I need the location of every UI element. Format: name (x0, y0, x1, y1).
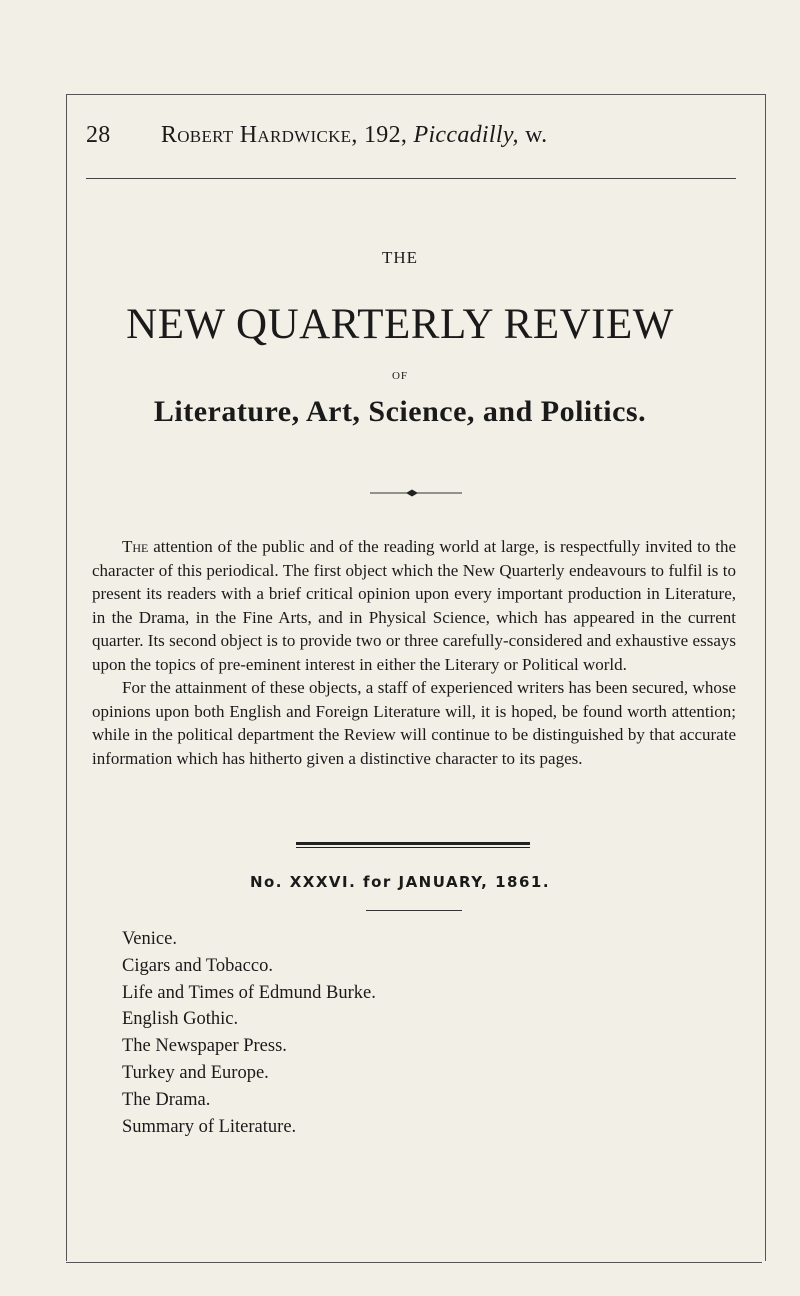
header-rule (86, 178, 736, 179)
paragraph-1 (92, 535, 736, 676)
list-item: Turkey and Europe. (122, 1062, 269, 1083)
list-item: Life and Times of Edmund Burke. (122, 982, 376, 1003)
list-item: Cigars and Tobacco. (122, 955, 273, 976)
publisher-name: Robert Hardwicke, (160, 122, 358, 148)
page-title: NEW QUARTERLY REVIEW (126, 301, 674, 348)
double-rule (296, 842, 530, 848)
publisher-address: 192, (363, 122, 408, 148)
running-header (86, 122, 736, 149)
list-item: Venice. (122, 929, 177, 949)
issue-label: No. XXXVI. for JANUARY, 1861. (249, 873, 551, 891)
publisher-district: w. (525, 122, 548, 148)
list-item: The Newspaper Press. (122, 1036, 287, 1057)
contents-list (122, 926, 376, 1140)
title-of: OF (391, 370, 409, 382)
bottom-rule (66, 1262, 762, 1263)
list-item: English Gothic. (122, 1009, 239, 1030)
subtitle: Literature, Art, Science, and Politics. (153, 395, 647, 428)
publisher-street: Piccadilly, (413, 122, 519, 148)
page-number: 28 (86, 122, 111, 148)
list-item: Summary of Literature. (122, 1116, 297, 1137)
lead-word: The (122, 537, 149, 556)
body-text (92, 535, 736, 770)
list-item: The Drama. (122, 1089, 211, 1110)
paragraph-2: For the attainment of these objects, a staff of experienced writers has been secured, whose opinions upon both English and Foreign Literature will, it is hoped, be found worth attention; while in the political department the Review will continue to be distinguished by that accurate information which has hitherto given a distinctive character to its pages. (92, 678, 736, 768)
title-the: THE (381, 248, 419, 267)
ornament-divider (370, 488, 462, 498)
paragraph-1-text: attention of the public and of the reading world at large, is respectfully invited to the character of this periodical. The first object which the New Quarterly endeavours to fulfil is to present its readers with a brief critical opinion upon every important production in Literature, in the Drama, in the Fine Arts, and in Physical Science, which has appeared in the current quarter. Its second object is to provide two or three carefully-considered and exhaustive essays upon the topics of pre-eminent interest in either the Literary or Political world. (92, 537, 736, 674)
contents-rule (366, 910, 462, 911)
